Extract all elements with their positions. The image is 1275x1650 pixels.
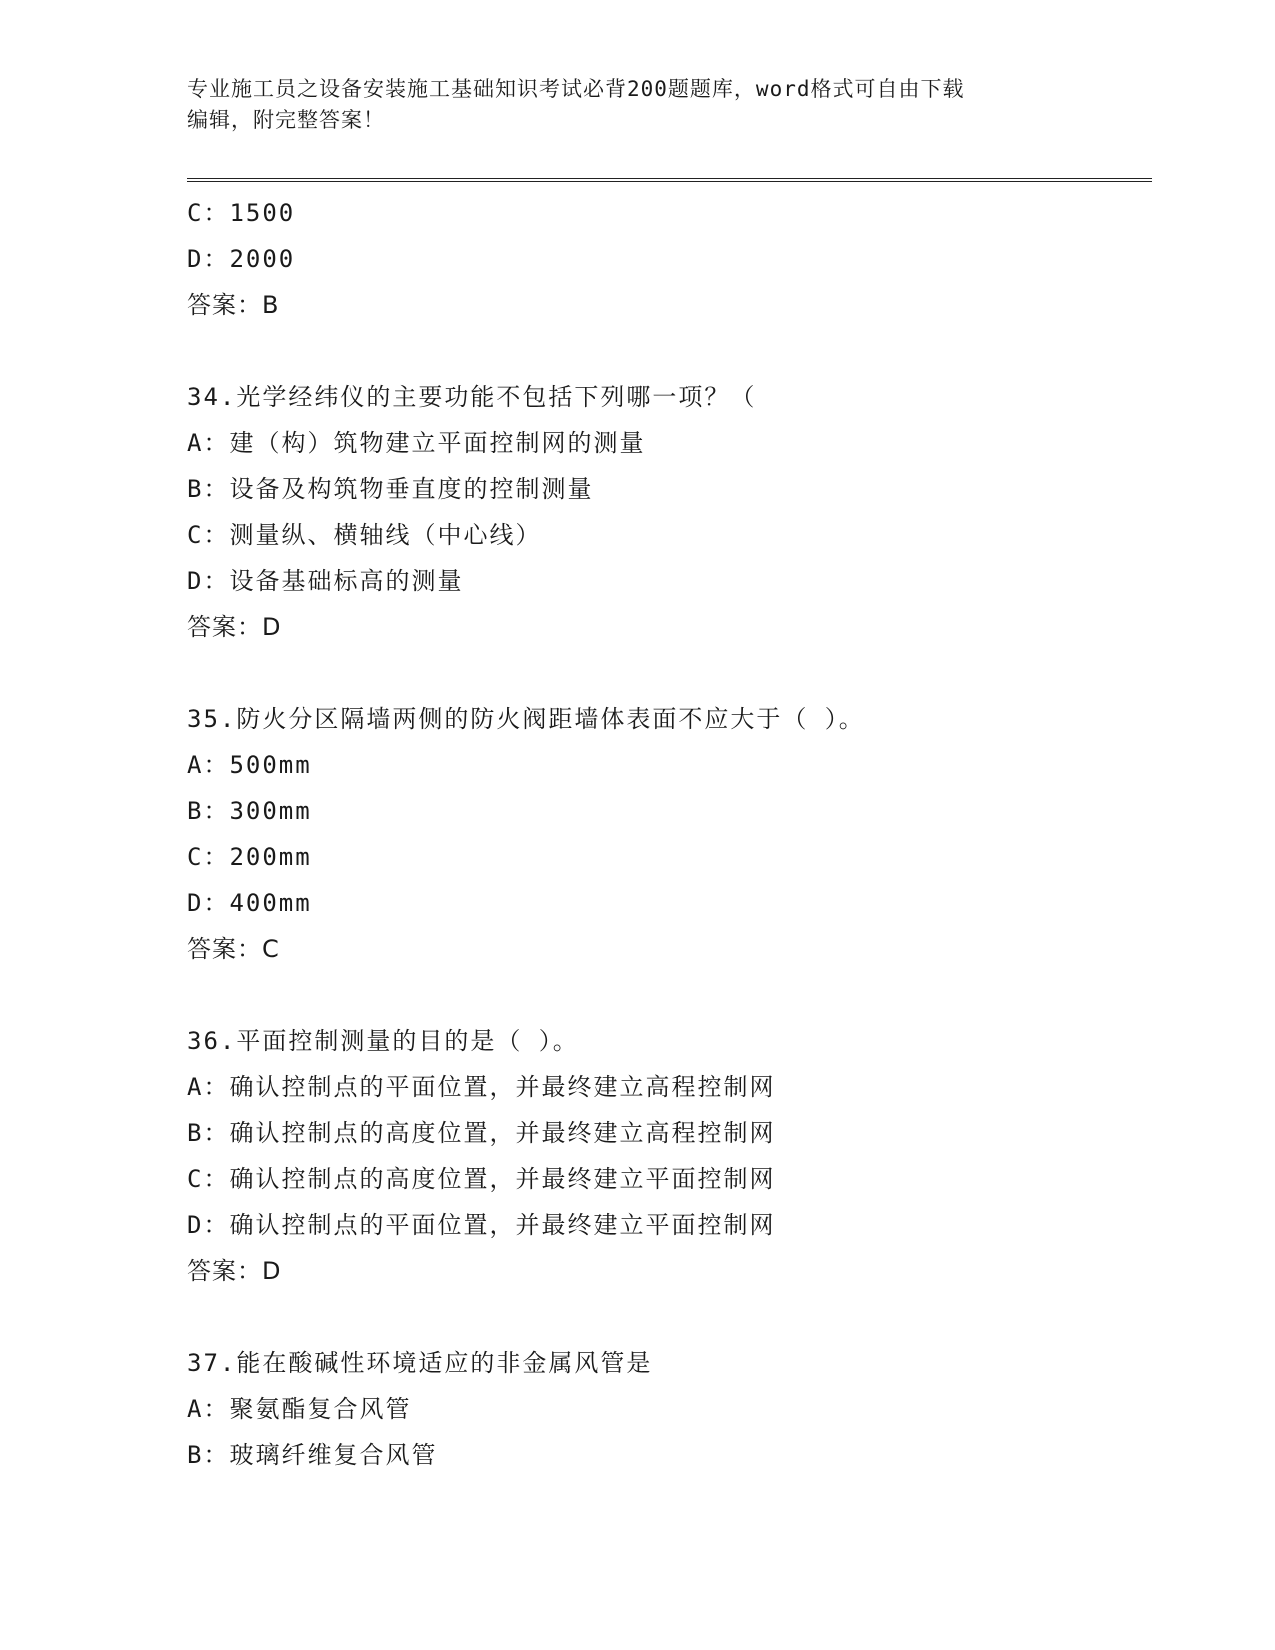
question-text: 34.光学经纬仪的主要功能不包括下列哪一项？（: [187, 383, 757, 411]
answer-text: 答案：D: [187, 613, 282, 641]
answer-text: 答案：B: [187, 291, 280, 319]
spacer: [187, 972, 1152, 1018]
question-list: [187, 190, 1152, 1478]
question-text: 37.能在酸碱性环境适应的非金属风管是: [187, 1349, 653, 1377]
spacer: [187, 328, 1152, 374]
answer-text: 答案：C: [187, 935, 280, 963]
option-b: B：设备及构筑物垂直度的控制测量: [187, 475, 594, 503]
option-d: D：2000: [187, 245, 296, 273]
option-a: A：500mm: [187, 751, 312, 779]
question-36: [187, 1018, 1152, 1294]
option-b: B：确认控制点的高度位置，并最终建立高程控制网: [187, 1119, 776, 1147]
question-text: 35.防火分区隔墙两侧的防火阀距墙体表面不应大于（ ）。: [187, 705, 865, 733]
option-c: C：测量纵、横轴线（中心线）: [187, 521, 542, 549]
option-d: D：确认控制点的平面位置，并最终建立平面控制网: [187, 1211, 776, 1239]
question-35: [187, 696, 1152, 972]
spacer: [187, 650, 1152, 696]
option-c: C：200mm: [187, 843, 312, 871]
question-37: [187, 1340, 1152, 1478]
header-divider: [187, 178, 1152, 182]
option-c: C：1500: [187, 199, 296, 227]
question-text: 36.平面控制测量的目的是（ ）。: [187, 1027, 579, 1055]
option-d: D：400mm: [187, 889, 312, 917]
header-title-line-1: 专业施工员之设备安装施工基础知识考试必背200题题库，word格式可自由下载: [187, 77, 965, 101]
option-a: A：确认控制点的平面位置，并最终建立高程控制网: [187, 1073, 776, 1101]
option-b: B：玻璃纤维复合风管: [187, 1441, 438, 1469]
option-c: C：确认控制点的高度位置，并最终建立平面控制网: [187, 1165, 776, 1193]
option-a: A：聚氨酯复合风管: [187, 1395, 412, 1423]
question-34: [187, 374, 1152, 650]
spacer: [187, 1294, 1152, 1340]
question-33-tail: [187, 190, 1152, 328]
option-d: D：设备基础标高的测量: [187, 567, 464, 595]
answer-text: 答案：D: [187, 1257, 282, 1285]
document-header: [187, 74, 1087, 136]
header-title-line-2: 编辑，附完整答案！: [187, 108, 385, 132]
option-a: A：建（构）筑物建立平面控制网的测量: [187, 429, 646, 457]
option-b: B：300mm: [187, 797, 312, 825]
